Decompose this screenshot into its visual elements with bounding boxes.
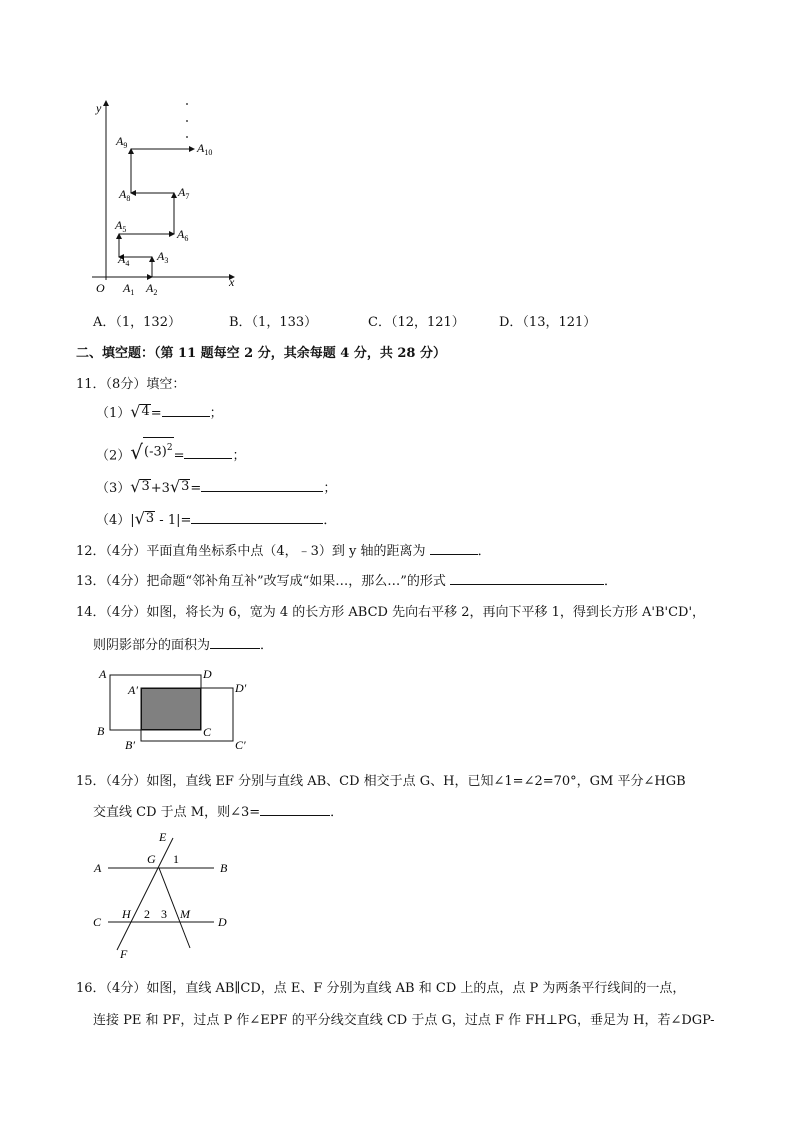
q12-stem: 12．（4分）平面直角坐标系中点（4，﹣3）到 y 轴的距离为 [76, 544, 430, 559]
point-label-a2: $A_2$ [146, 281, 158, 297]
label-b: B [220, 861, 228, 875]
equals-sign: = [150, 406, 162, 421]
label-a-prime: A′ [128, 683, 138, 697]
q16-line-2: 连接 PE 和 PF，过点 P 作∠EPF 的平分线交直线 CD 于点 G，过点 F 作 FH⊥PG，垂足为 H，若∠DGP- [93, 1013, 715, 1028]
q14-line-1: 14．（4分）如图，将长为 6，宽为 4 的长方形 ABCD 先向右平移 2，再向下平移 1，得到长方形 A'B'CD'， [76, 605, 706, 620]
end-punct: ； [232, 448, 246, 464]
expression-rest: - 1|= [155, 513, 192, 528]
label-angle-1: 1 [173, 852, 179, 866]
q10-option-d: D．（13，121） [499, 315, 597, 330]
q15-line-1: 15．（4分）如图，直线 EF 分别与直线 AB、CD 相交于点 G、H，已知∠1=∠2=70°，GM 平分∠HGB [76, 774, 686, 789]
point-label-a1: $A_1$ [123, 281, 135, 297]
label-d: D [218, 915, 227, 929]
q11-part-3 [96, 477, 336, 496]
q10-option-b: B．（1，133） [229, 315, 318, 330]
point-label-a7: $A_7$ [178, 185, 190, 201]
q10-option-c: C．（12，121） [368, 315, 465, 330]
point-label-a8: $A_8$ [119, 187, 131, 203]
radicand: 3 [141, 479, 150, 494]
label-b: B [97, 724, 105, 738]
plus-term: +3 [150, 481, 170, 496]
ellipsis-dot [186, 136, 188, 138]
origin-label: O [96, 281, 105, 295]
label-d-prime: D′ [235, 681, 247, 695]
point-label-a10: $A_{10}$ [197, 141, 213, 157]
section-2-heading: 二、填空题：（第 11 题每空 2 分，其余每题 4 分，共 28 分） [76, 346, 446, 361]
label-e: E [159, 830, 167, 844]
q14-line-2 [93, 634, 273, 653]
q15-figure [90, 828, 240, 960]
end-punct: ； [209, 406, 223, 421]
q11-part-3-label: （3） [96, 481, 131, 496]
q15-stem: 交直线 CD 于点 M，则∠3= [93, 805, 261, 820]
q10-option-a: A．（1，132） [93, 315, 181, 330]
radicand: (-3) [144, 444, 167, 460]
exponent: 2 [166, 443, 173, 453]
q14-figure-svg [93, 662, 263, 752]
answer-blank[interactable] [162, 403, 210, 417]
line-ef [117, 838, 173, 950]
end-punct: ． [477, 544, 491, 559]
abs-bar: | [130, 513, 135, 528]
equals-sign: = [190, 481, 202, 496]
q10-figure [88, 95, 248, 300]
label-a: A [99, 667, 107, 681]
q11-part-1-label: （1） [96, 406, 131, 421]
point-label-a3: $A_3$ [157, 249, 169, 265]
answer-blank[interactable] [210, 635, 260, 649]
radicand: 3 [145, 511, 155, 526]
q13-stem: 13．（4分）把命题“邻补角互补”改写成“如果…，那么…”的形式 [76, 574, 451, 589]
end-punct: ． [260, 638, 274, 653]
q15-figure-svg [90, 828, 240, 960]
label-g: G [147, 852, 156, 866]
ellipsis-dot [186, 120, 188, 122]
q11-part-4 [96, 509, 336, 528]
sqrt-symbol: √ 4 [130, 402, 150, 421]
label-c: C [203, 725, 212, 739]
label-d: D [203, 667, 212, 681]
end-punct: ． [330, 805, 344, 820]
y-axis-label: y [96, 101, 102, 115]
sqrt-symbol: √ $(-3)^2$ [130, 437, 173, 459]
sqrt-symbol: √ 3 [130, 477, 150, 496]
sqrt-symbol: √ 3 [169, 477, 190, 496]
answer-blank[interactable] [450, 571, 604, 585]
q11-stem: 11．（8分）填空： [76, 377, 186, 392]
answer-blank[interactable] [201, 478, 323, 492]
answer-blank[interactable] [191, 510, 323, 524]
answer-blank[interactable] [430, 541, 478, 555]
q16-line-1: 16．（4分）如图，直线 AB∥CD，点 E、F 分别为直线 AB 和 CD 上的点，点 P 为两条平行线间的一点， [76, 981, 686, 996]
point-label-a9: $A_9$ [116, 134, 128, 150]
label-m: M [180, 907, 190, 921]
q13-text [76, 570, 617, 589]
q14-stem: 则阴影部分的面积为 [93, 638, 211, 653]
answer-blank[interactable] [184, 445, 232, 459]
label-angle-2: 2 [144, 907, 150, 921]
q10-figure-svg [88, 95, 248, 300]
q11-part-2-label: （2） [96, 448, 131, 464]
label-f: F [120, 947, 128, 960]
radicand: 3 [181, 479, 190, 494]
ellipsis-dot [186, 103, 188, 105]
radicand: 4 [141, 404, 150, 419]
x-axis-label: x [229, 275, 235, 289]
q11-part-2 [96, 437, 246, 463]
point-label-a5: $A_5$ [115, 218, 127, 234]
label-c: C [93, 915, 102, 929]
end-punct: ． [604, 574, 618, 589]
end-punct: ； [323, 481, 337, 496]
label-a: A [94, 861, 102, 875]
q15-line-2 [93, 801, 343, 820]
label-c-prime: C′ [235, 738, 246, 752]
shaded-overlap [142, 689, 201, 730]
q14-figure [93, 662, 263, 752]
label-h: H [122, 907, 131, 921]
q11-part-1 [96, 402, 223, 421]
sqrt-symbol: √ 3 [134, 509, 155, 528]
label-angle-3: 3 [161, 907, 167, 921]
equals-sign: = [173, 448, 185, 464]
answer-blank[interactable] [260, 802, 330, 816]
q11-part-4-label: （4） [96, 513, 131, 528]
end-punct: ． [323, 513, 337, 528]
point-label-a4: $A_4$ [118, 252, 130, 268]
point-label-a6: $A_6$ [177, 227, 189, 243]
label-b-prime: B′ [125, 738, 135, 752]
q12-text [76, 540, 491, 559]
